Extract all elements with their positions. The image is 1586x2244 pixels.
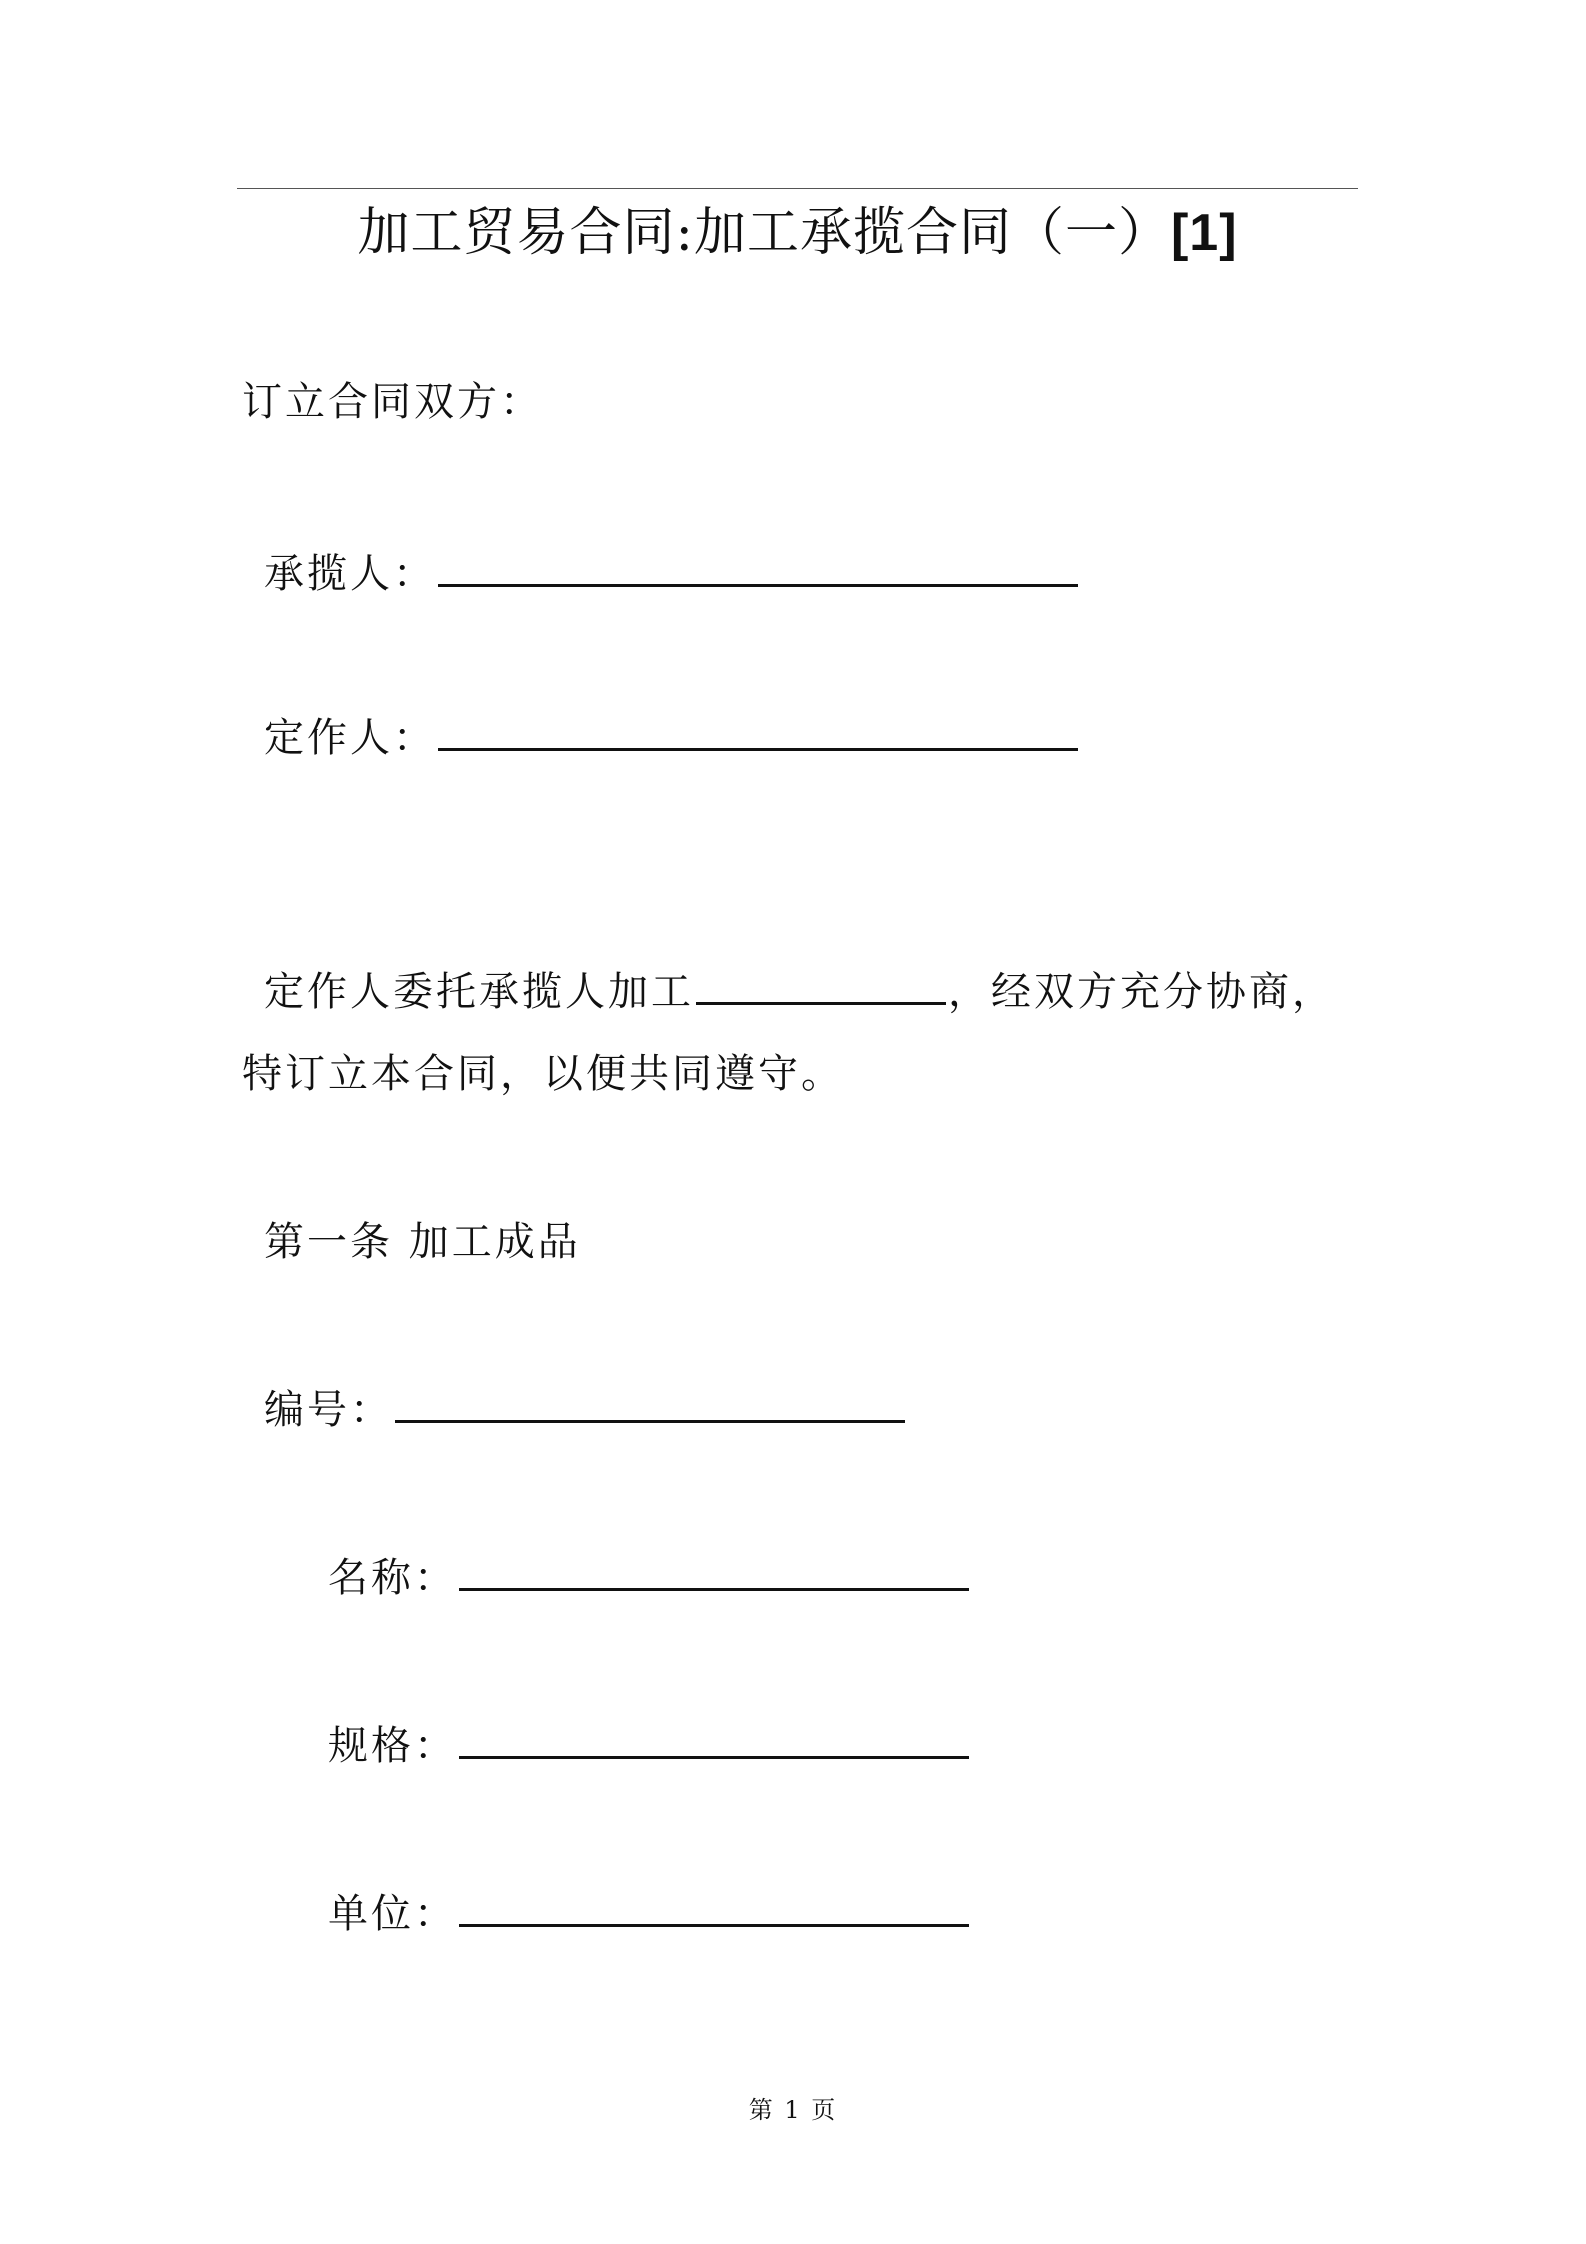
page-number: 第 1 页 bbox=[748, 2096, 838, 2124]
spec-field bbox=[328, 1716, 971, 1776]
contractor-field bbox=[264, 544, 1080, 604]
spec-blank[interactable] bbox=[459, 1755, 969, 1759]
number-label: 编号： bbox=[264, 1387, 393, 1433]
client-blank[interactable] bbox=[438, 747, 1078, 751]
unit-label: 单位： bbox=[328, 1891, 457, 1937]
name-blank[interactable] bbox=[459, 1587, 969, 1591]
processing-item-blank[interactable] bbox=[696, 1001, 946, 1005]
unit-blank[interactable] bbox=[459, 1923, 969, 1927]
intro-line-1 bbox=[264, 962, 1335, 1022]
contractor-label: 承揽人： bbox=[264, 551, 436, 597]
client-label: 定作人： bbox=[264, 715, 436, 761]
intro-part2: ，经双方充分协商， bbox=[948, 969, 1335, 1015]
document-title bbox=[237, 198, 1358, 268]
article1-heading: 第一条 加工成品 bbox=[264, 1219, 581, 1265]
parties-heading: 订立合同双方： bbox=[242, 379, 543, 425]
title-main: 加工贸易合同:加工承揽合同（一） bbox=[357, 203, 1171, 263]
client-field bbox=[264, 708, 1080, 768]
name-field bbox=[328, 1548, 971, 1608]
name-label: 名称： bbox=[328, 1555, 457, 1601]
contractor-blank[interactable] bbox=[438, 583, 1078, 587]
number-field bbox=[264, 1380, 907, 1440]
intro-line-2: 特订立本合同，以便共同遵守。 bbox=[242, 1051, 844, 1097]
number-blank[interactable] bbox=[395, 1419, 905, 1423]
title-suffix: [1] bbox=[1170, 204, 1238, 262]
header-divider bbox=[237, 188, 1358, 189]
spec-label: 规格： bbox=[328, 1723, 457, 1769]
intro-part1: 定作人委托承揽人加工 bbox=[264, 969, 694, 1015]
unit-field bbox=[328, 1884, 971, 1944]
